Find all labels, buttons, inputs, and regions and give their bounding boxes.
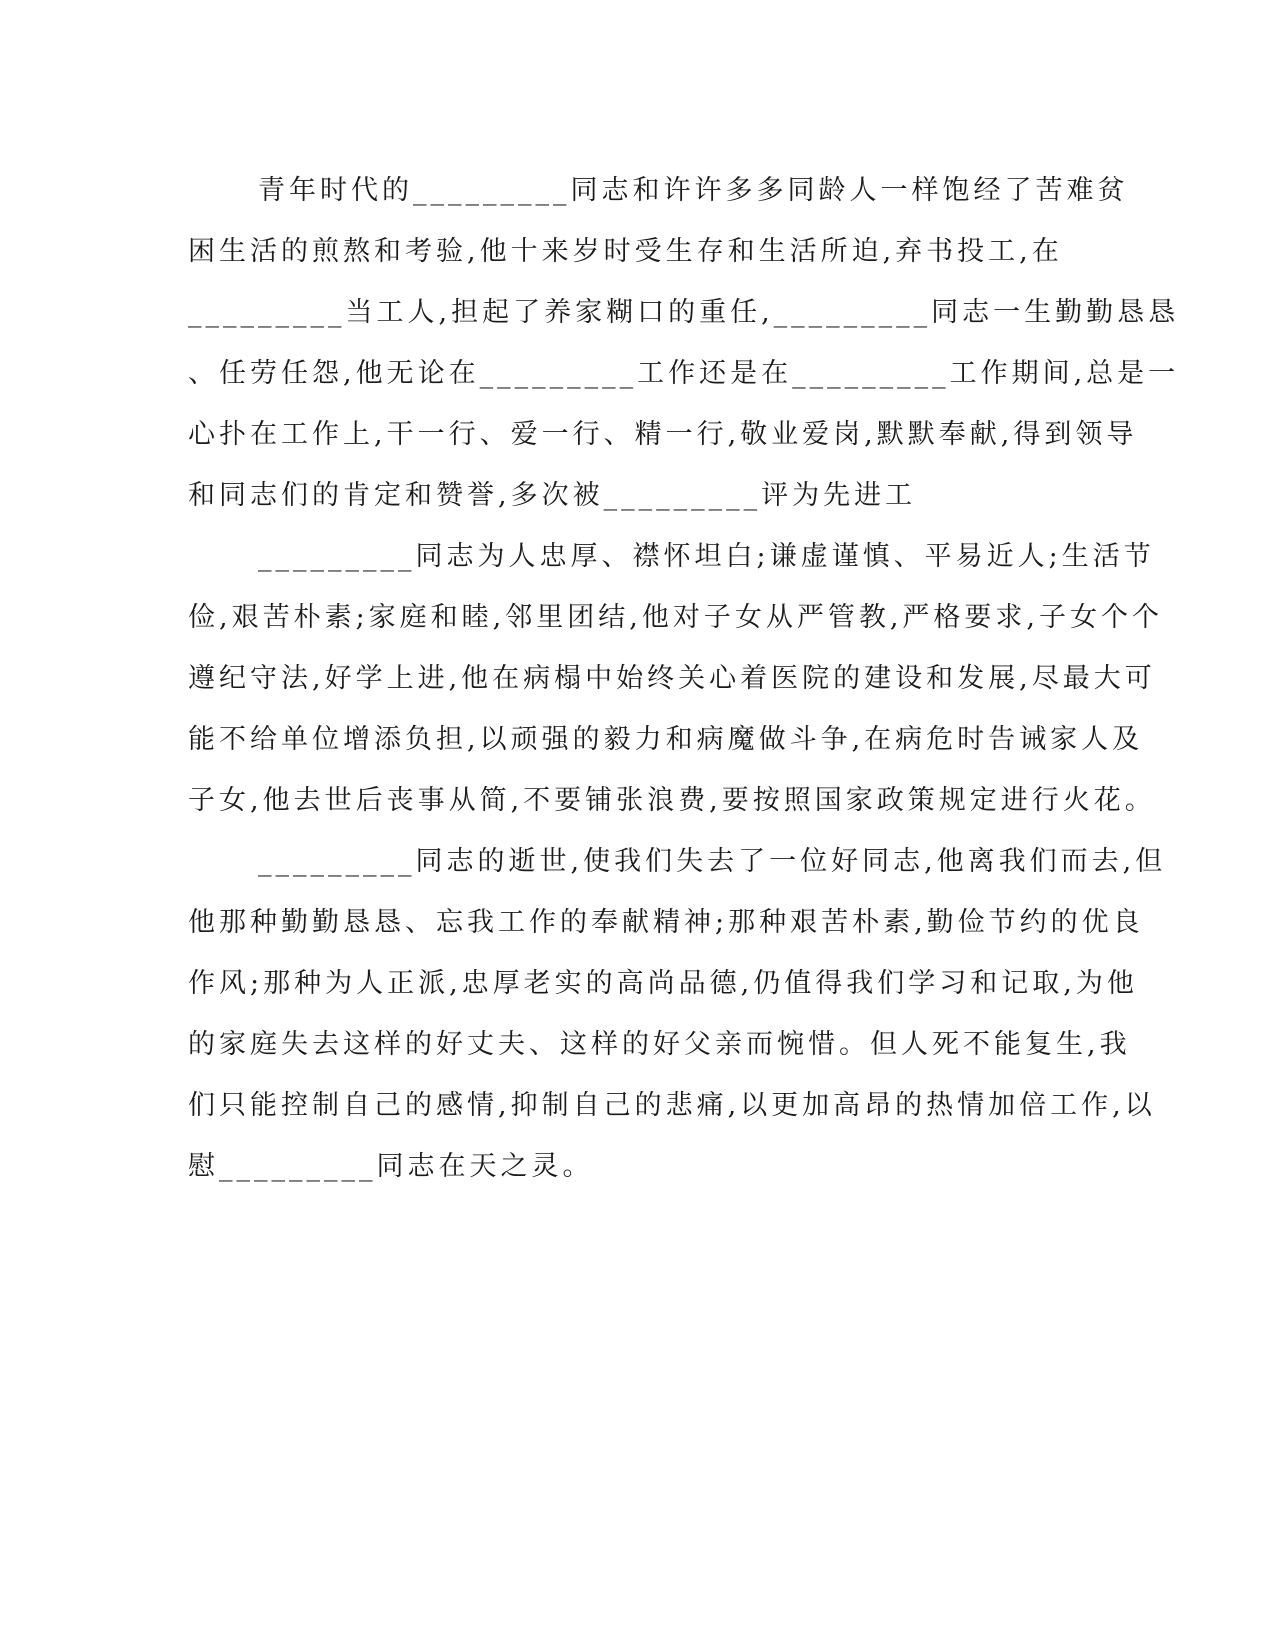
- line-text: 慰_________同志在天之灵。: [188, 1151, 594, 1182]
- line-text: 心扑在工作上,干一行、爱一行、精一行,敬业爱岗,默默奉献,得到领导: [188, 419, 1138, 450]
- line-text: 困生活的煎熬和考验,他十来岁时受生存和生活所迫,弃书投工,在: [188, 236, 1063, 267]
- text-line-4: [188, 343, 1180, 404]
- text-line-14: [188, 953, 1138, 1014]
- line-text: 子女,他去世后丧事从简,不要铺张浪费,要按照国家政策规定进行火花。: [188, 785, 1156, 816]
- text-line-11: [188, 770, 1156, 831]
- text-line-17: [188, 1136, 1088, 1197]
- line-text: 青年时代的_________同志和许许多多同龄人一样饱经了苦难贫: [258, 175, 1129, 206]
- text-line-3: [188, 282, 1180, 343]
- text-line-13: [188, 892, 1144, 953]
- text-line-15: [188, 1014, 1131, 1075]
- text-line-1: [188, 160, 1129, 221]
- line-text: 的家庭失去这样的好丈夫、这样的好父亲而惋惜。但人死不能复生,我: [188, 1029, 1131, 1060]
- line-text: 能不给单位增添负担,以顽强的毅力和病魔做斗争,在病危时告诫家人及: [188, 724, 1144, 755]
- line-text: _________当工人,担起了养家糊口的重任,_________同志一生勤勤恳恳: [188, 297, 1180, 328]
- line-text: 作风;那种为人正派,忠厚老实的高尚品德,仍值得我们学习和记取,为他: [188, 968, 1138, 999]
- text-line-2: [188, 221, 1088, 282]
- line-text: 俭,艰苦朴素;家庭和睦,邻里团结,他对子女从严管教,严格要求,子女个个: [188, 602, 1164, 633]
- line-text: 、任劳任怨,他无论在_________工作还是在_________工作期间,总是一: [188, 358, 1180, 389]
- text-line-5: [188, 404, 1138, 465]
- text-line-16: [188, 1075, 1156, 1136]
- line-text: 们只能控制自己的感情,抑制自己的悲痛,以更加高昂的热情加倍工作,以: [188, 1090, 1156, 1121]
- text-line-12: [188, 831, 1167, 892]
- text-line-10: [188, 709, 1144, 770]
- line-text: 和同志们的肯定和赞誉,多次被_________评为先进工: [188, 480, 917, 511]
- line-text: 遵纪守法,好学上进,他在病榻中始终关心着医院的建设和发展,尽最大可: [188, 663, 1156, 694]
- document-body: [188, 160, 1180, 1197]
- text-line-6: [188, 465, 1088, 526]
- line-text: 他那种勤勤恳恳、忘我工作的奉献精神;那种艰苦朴素,勤俭节约的优良: [188, 907, 1144, 938]
- line-text: _________同志为人忠厚、襟怀坦白;谦虚谨慎、平易近人;生活节: [258, 541, 1155, 572]
- text-line-8: [188, 587, 1164, 648]
- line-text: _________同志的逝世,使我们失去了一位好同志,他离我们而去,但: [258, 846, 1167, 877]
- text-line-7: [188, 526, 1155, 587]
- text-line-9: [188, 648, 1156, 709]
